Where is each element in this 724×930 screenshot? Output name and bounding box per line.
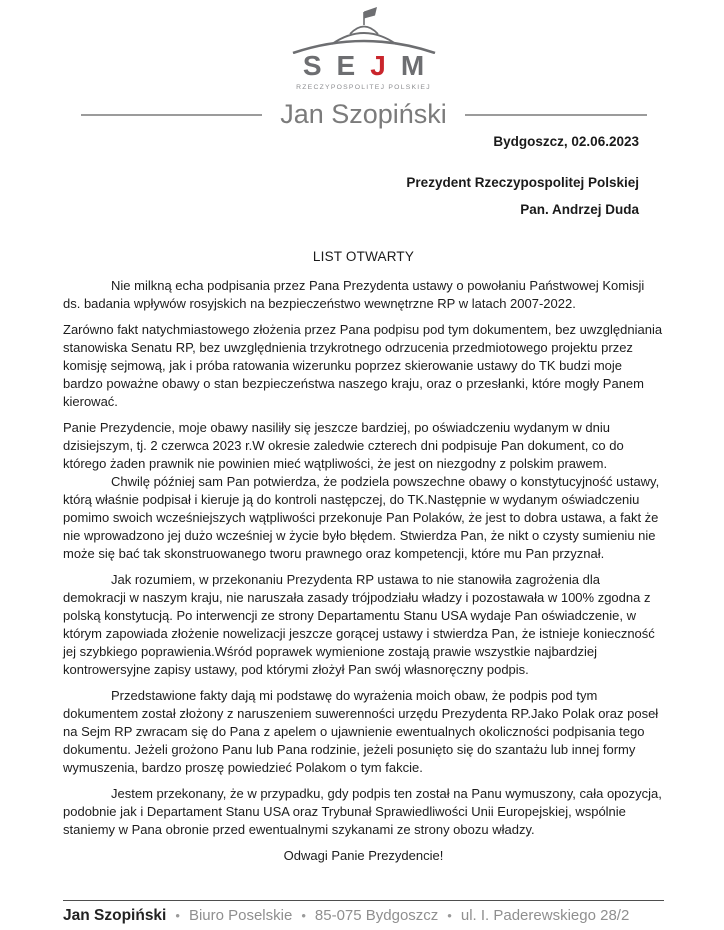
page-footer xyxy=(63,900,664,926)
footer-city: 85-075 Bydgoszcz xyxy=(314,907,439,924)
footer-author-name: Jan Szopiński xyxy=(63,907,167,924)
paragraph: Jestem przekonany, że w przypadku, gdy podpis ten został na Panu wymuszony, cała opozycja, podobnie jak i Departament Stanu USA oraz Trybunał Sprawiedliwości Unii Europejskiej, wspólnie staniemy w Pana obronie przed ewentualnymi szykanami ze strony obozu władzy. xyxy=(63,785,662,837)
paragraph: Zarówno fakt natychmiastowego złożenia przez Pana podpisu pod tym dokumentem, bez uwzględniania stanowiska Senatu RP, bez uwzględnienia trzykrotnego odrzucenia przedmiotowego projektu przez komisję sejmową, jak i próba ratowania wizerunku poprzez skierowanie ustawy do TK budzi moje bardzo poważne obawy o stan bezpieczeństwa naszego kraju, oraz o przesłanki, które mogły Panem kierować. xyxy=(63,321,663,409)
letter-body xyxy=(63,249,664,863)
paragraph: Chwilę później sam Pan potwierdza, że podziela powszechne obawy o konstytucyjność ustawy, którą właśnie podpisał i kieruje ją do kontroli następczej, do TK.Następnie w wydanym oświadczeniu pomimo swoich wcześniejszych wątpliwości przekonuje Pan Polaków, że jest to dobra ustawa, a fakt że nie wprowadzono jej dużo wcześniej w życie było błędem. Stwierdza Pan, że nikt o czysty sumieniu nie może się bać tak skonstruowanego tworu prawnego oraz kompetencji, które mu Pan przyznał. xyxy=(63,473,660,561)
dot-separator-icon: • xyxy=(447,908,452,923)
header-rule-right xyxy=(465,114,647,116)
logo-letter: M xyxy=(400,50,425,81)
logo-letter: S xyxy=(302,50,322,81)
header-rule-left xyxy=(81,114,263,116)
addressee-name: Pan. Andrzej Duda xyxy=(520,201,639,217)
dot-separator-icon: • xyxy=(175,908,180,923)
footer-contact-line xyxy=(63,907,664,925)
addressee-title: Prezydent Rzeczypospolitej Polskiej xyxy=(406,174,639,190)
sejm-wordmark xyxy=(279,52,449,80)
author-header xyxy=(81,100,647,130)
paragraph: Jak rozumiem, w przekonaniu Prezydenta RP ustawa to nie stanowiła zagrożenia dla demokracji w naszym kraju, nie naruszała zasady trójpodziału władzy i pozostawała w 100% zgodna z polską konstytucją. Po interwencji ze strony Departamentu Stanu USA wydaje Pan oświadczenie, w którym zapowiada złożenie nowelizacji jeszcze gorącej ustawy i stwierdza Pan, że istnieje konieczność jej szybkiego poprawienia.Wśród poprawek wymienione zostają prawie wszystkie najbardziej kontrowersyjne zapisy ustawy, pod którymi złożył Pan swój własnoręczny podpis. xyxy=(63,571,655,677)
closing-line: Odwagi Panie Prezydencie! xyxy=(283,847,444,863)
letterhead xyxy=(63,6,664,217)
sejm-logo xyxy=(279,6,449,91)
footer-street: ul. I. Paderewskiego 28/2 xyxy=(460,907,630,924)
sejm-dome-icon xyxy=(279,6,449,54)
logo-subtitle: RZECZYPOSPOLITEJ POLSKIEJ xyxy=(296,84,431,91)
author-name: Jan Szopiński xyxy=(280,99,447,129)
letter-title: LIST OTWARTY xyxy=(312,248,415,264)
paragraph: Przedstawione fakty dają mi podstawę do wyrażenia moich obaw, że podpis pod tym dokumentem został złożony z naruszeniem suwerenności urzędu Prezydenta RP.Jako Polak oraz poseł na Sejm RP zwracam się do Pana z apelem o ujawnienie ewentualnych okoliczności podpisania tego dokumentu. Jeżeli grożono Panu lub Pana rodzinie, jeżeli posunięto się do szantażu lub innej formy wymuszenia, bardzo proszę powiedzieć Polakom o tym fakcie. xyxy=(63,687,659,775)
footer-rule xyxy=(63,900,664,902)
paragraph: Nie milkną echa podpisania przez Pana Prezydenta ustawy o powołaniu Państwowej Komisji ds. badania wpływów rosyjskich na bezpieczeństwo wewnętrzne RP w latach 2007-2022. xyxy=(63,277,645,311)
footer-office: Biuro Poselskie xyxy=(188,907,293,924)
logo-letter: E xyxy=(336,50,356,81)
addressee-block xyxy=(63,175,664,217)
paragraph: Panie Prezydencie, moje obawy nasiliły się jeszcze bardziej, po oświadczeniu wydanym w dniu dzisiejszym, tj. 2 czerwca 2023 r.W okresie zaledwie czterech dni podpisuje Pan dokument, co do którego żaden prawnik nie powinien mieć wątpliwości, że jest on niezgodny z polskim prawem. xyxy=(63,419,624,471)
dot-separator-icon: • xyxy=(301,908,306,923)
logo-letter-red: J xyxy=(370,50,386,81)
dateline: Bydgoszcz, 02.06.2023 xyxy=(493,133,639,149)
